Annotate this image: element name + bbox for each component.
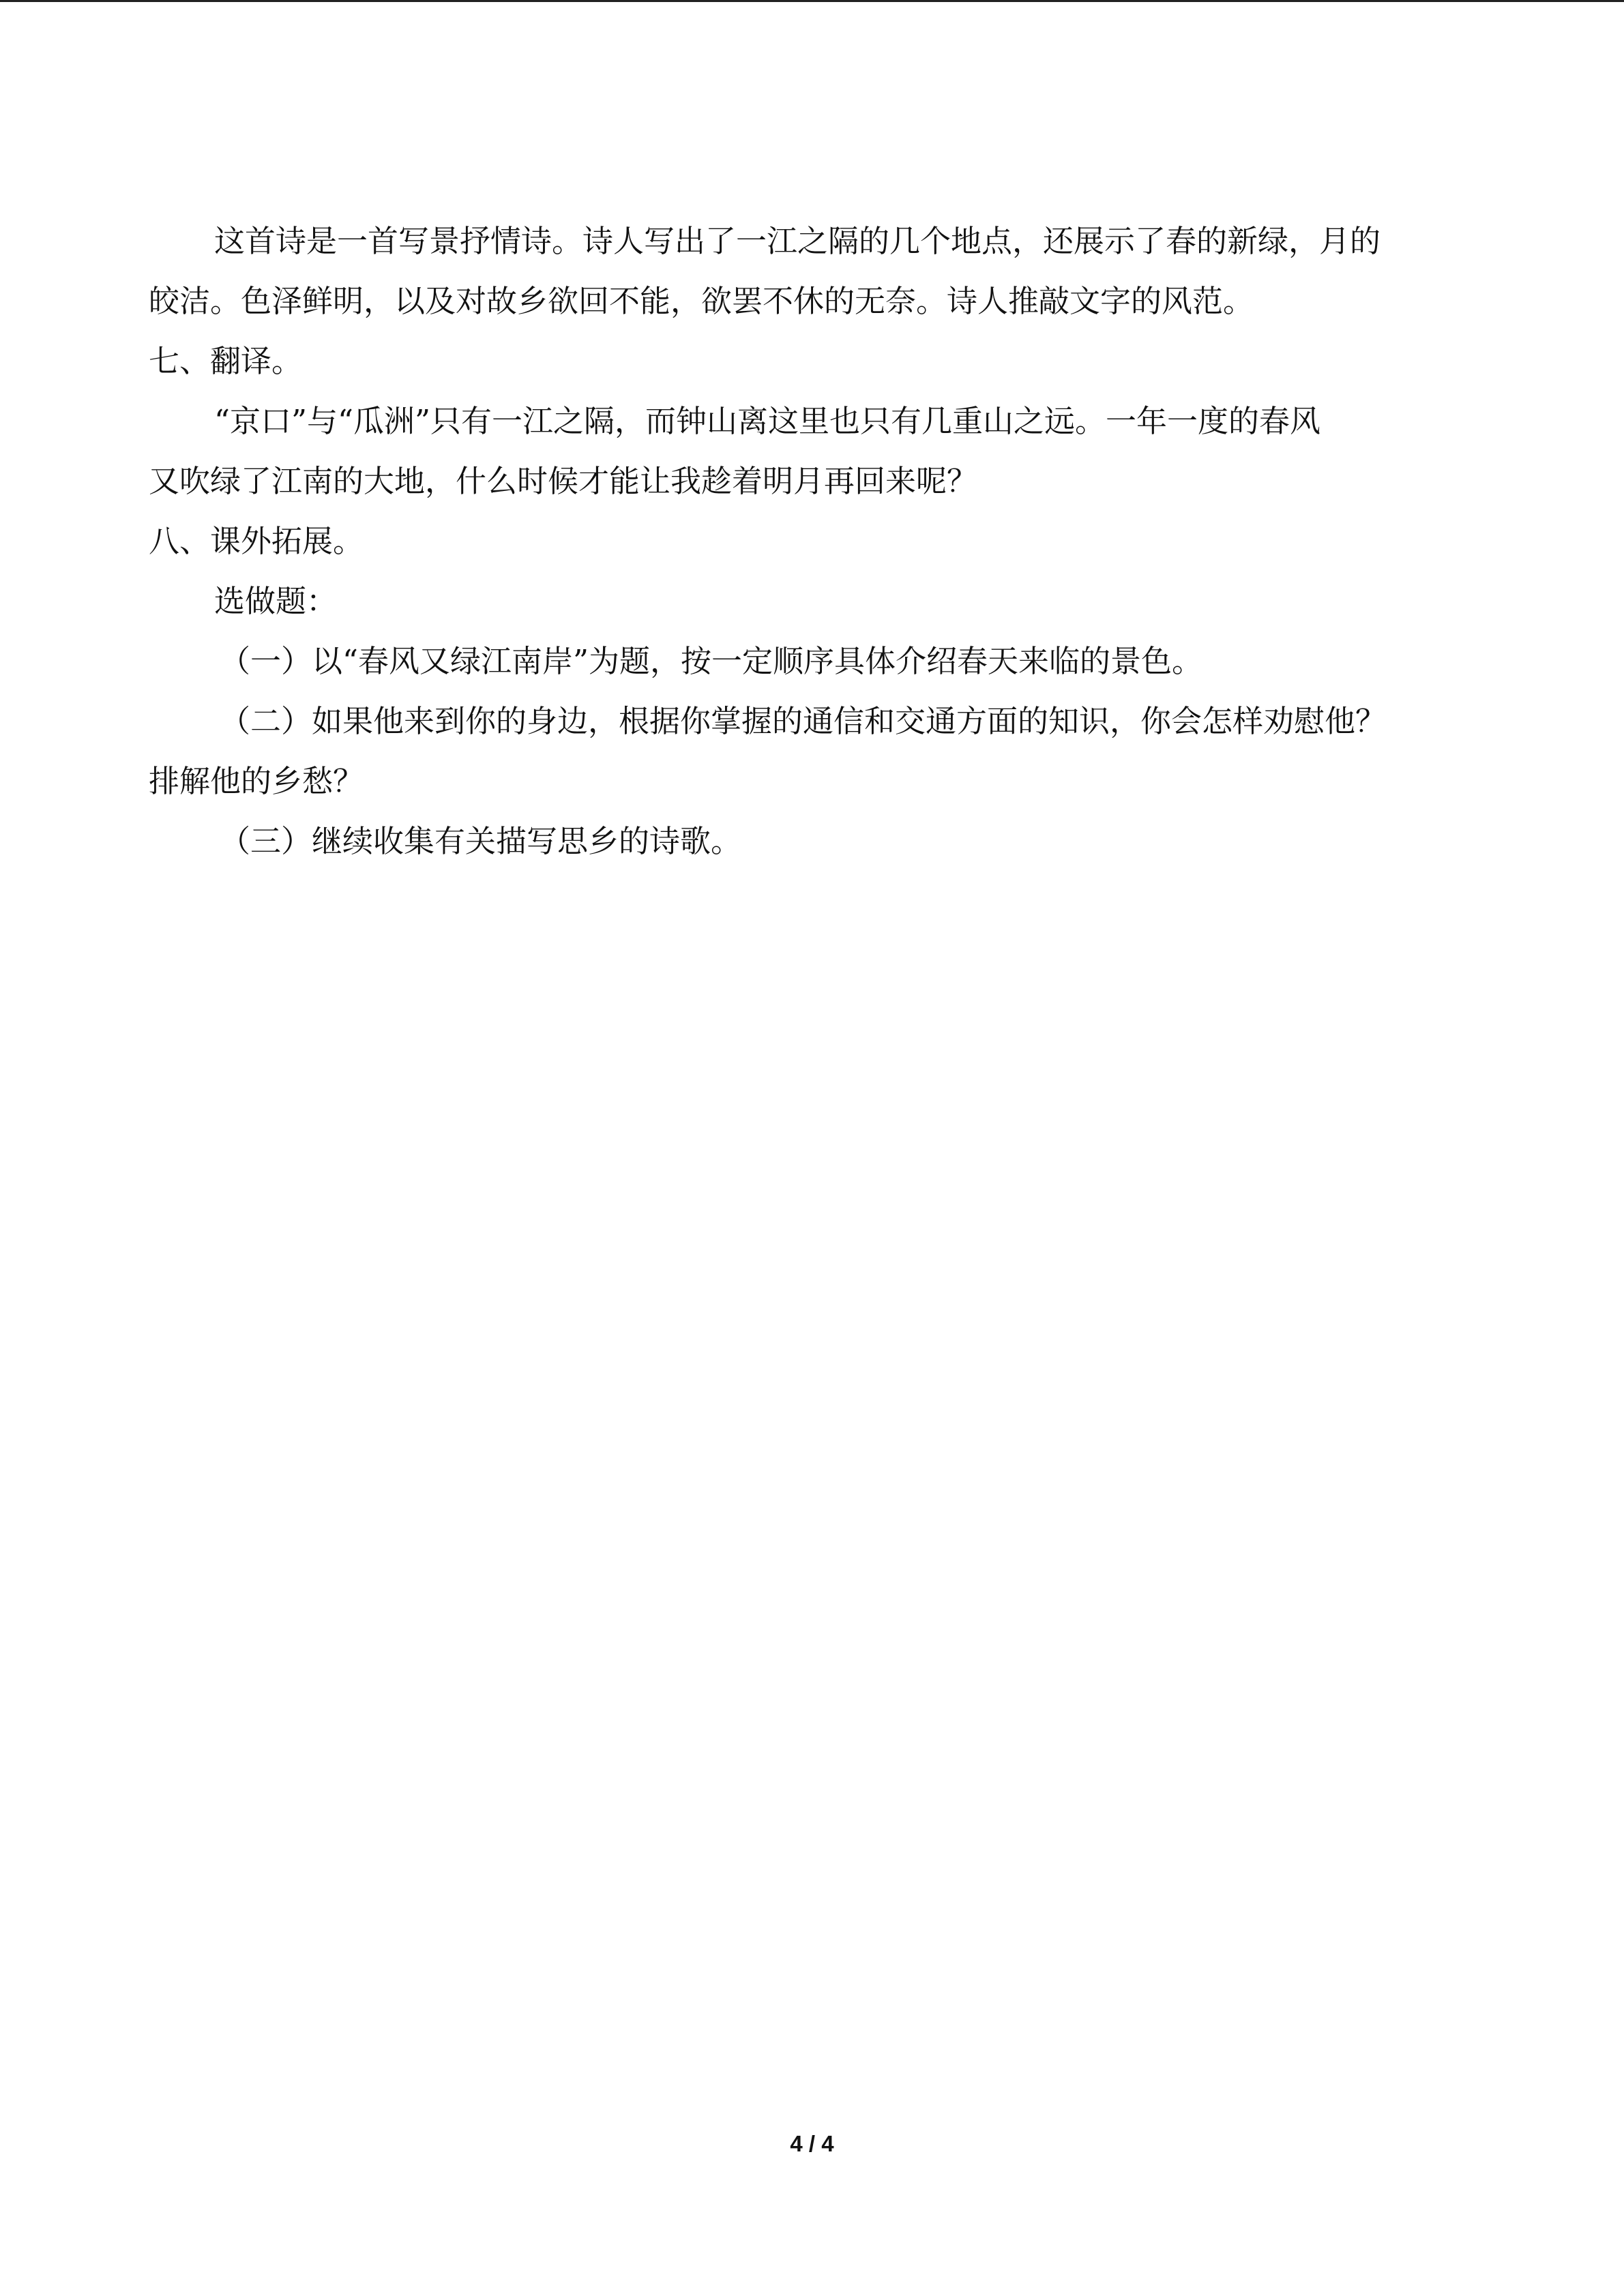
section-8-heading: 八、课外拓展。 <box>149 523 364 559</box>
translation-line-1: “京口”与“瓜洲”只有一江之隔，而钟山离这里也只有几重山之远。一年一度的春风 <box>214 403 1321 439</box>
section-7-heading: 七、翻译。 <box>149 343 303 379</box>
page-number: 4 / 4 <box>790 2131 834 2156</box>
optional-questions-label: 选做题： <box>214 583 338 619</box>
appreciation-line-1: 这首诗是一首写景抒情诗。诗人写出了一江之隔的几个地点，还展示了春的新绿，月的 <box>214 223 1381 259</box>
option-2-line-2: 排解他的乡愁？ <box>149 763 364 799</box>
option-1: （一）以“春风又绿江南岸”为题，按一定顺序具体介绍春天来临的景色。 <box>220 643 1203 679</box>
appreciation-line-2: 皎洁。色泽鲜明，以及对故乡欲回不能，欲罢不休的无奈。诗人推敲文字的风范。 <box>149 283 1254 319</box>
option-2-line-1: （二）如果他来到你的身边，根据你掌握的通信和交通方面的知识，你会怎样劝慰他？ <box>220 703 1387 739</box>
document-body <box>149 211 1458 871</box>
option-3: （三）继续收集有关描写思乡的诗歌。 <box>220 823 742 859</box>
page-top-border <box>0 0 1624 2</box>
translation-line-2: 又吹绿了江南的大地，什么时候才能让我趁着明月再回来呢？ <box>149 463 978 499</box>
